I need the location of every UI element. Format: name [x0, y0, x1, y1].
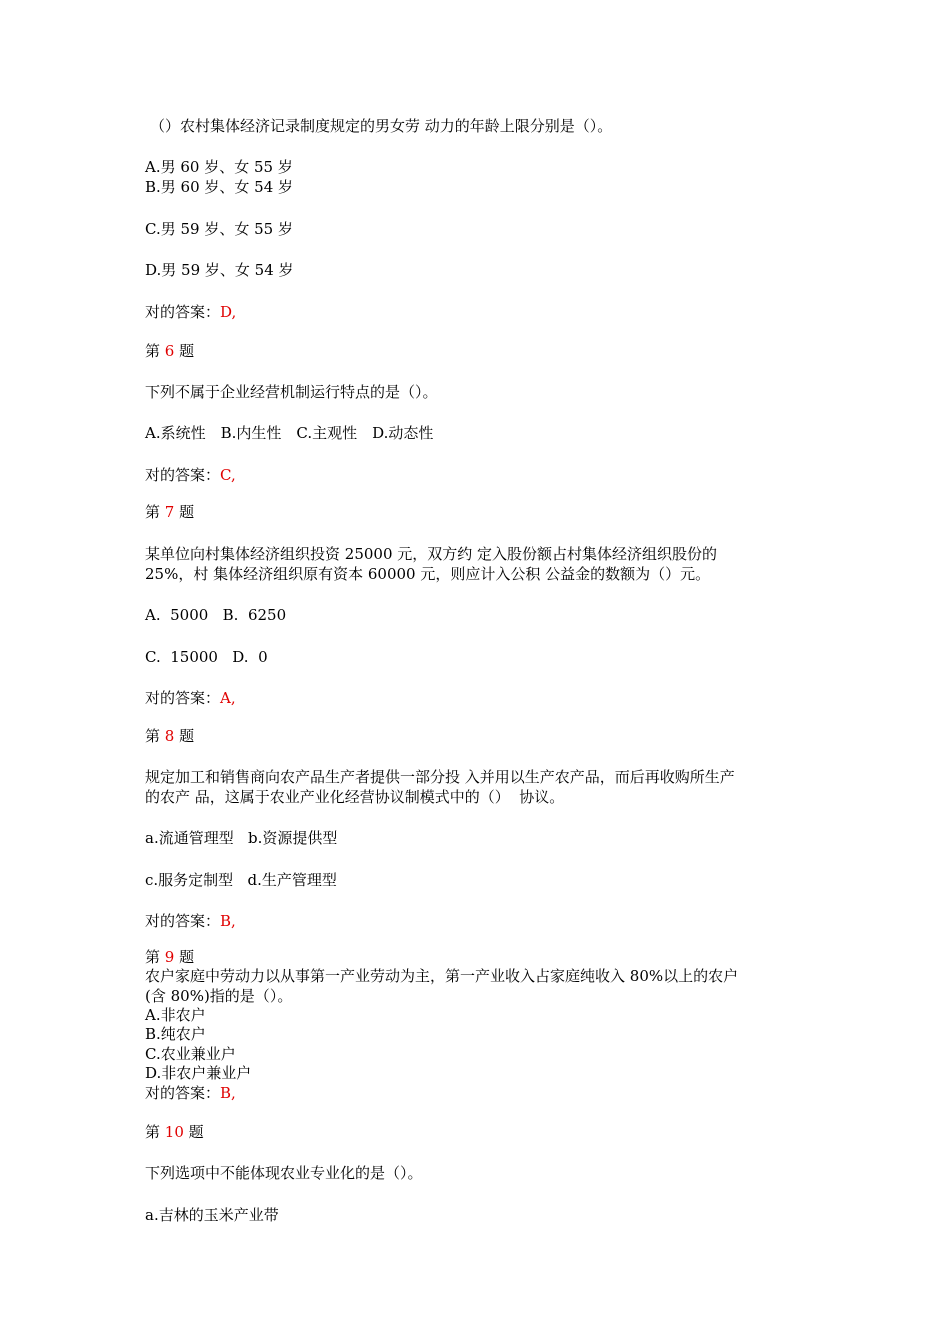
q9-option-d: D.非农户兼业户 [145, 1064, 252, 1082]
q7-options-line1: A. 5000 B. 6250 [145, 606, 287, 624]
q7-question-line2: 25%，村 集体经济组织原有资本 60000 元，则应计入公积 公益金的数额为（）元。 [145, 565, 711, 583]
q7-answer [145, 689, 236, 708]
q7-heading [145, 503, 194, 522]
answer-value: C, [220, 466, 236, 484]
heading-prefix: 第 [145, 503, 161, 521]
heading-suffix: 题 [179, 727, 195, 745]
q8-question-line2: 的农产 品，这属于农业产业化经营协议制模式中的（） 协议。 [145, 788, 565, 806]
answer-label: 对的答案： [145, 303, 221, 321]
answer-value: B, [220, 912, 236, 930]
question-number: 7 [164, 503, 175, 521]
q10-question: 下列选项中不能体现农业专业化的是（）。 [145, 1164, 423, 1182]
q6-question: 下列不属于企业经营机制运行特点的是（）。 [145, 383, 438, 401]
q9-question-line1: 农户家庭中劳动力以从事第一产业劳动为主，第一产业收入占家庭纯收入 80%以上的农户 [145, 967, 739, 985]
answer-label: 对的答案： [145, 466, 221, 484]
answer-value: B, [220, 1084, 236, 1102]
heading-suffix: 题 [188, 1123, 204, 1141]
heading-prefix: 第 [145, 1123, 161, 1141]
q8-options-line2: c.服务定制型 d.生产管理型 [145, 871, 337, 889]
question-number: 8 [164, 727, 175, 745]
heading-suffix: 题 [179, 948, 195, 966]
q5-answer [145, 303, 236, 322]
answer-label: 对的答案： [145, 1084, 221, 1102]
q5-option-c: C.男 59 岁、女 55 岁 [145, 220, 293, 238]
q10-heading [145, 1123, 204, 1142]
q8-heading [145, 727, 194, 746]
q8-options-line1: a.流通管理型 b.资源提供型 [145, 829, 338, 847]
question-number: 6 [164, 342, 175, 360]
q6-options: A.系统性 B.内生性 C.主观性 D.动态性 [145, 424, 434, 442]
heading-suffix: 题 [179, 503, 195, 521]
heading-prefix: 第 [145, 948, 161, 966]
q9-option-c: C.农业兼业户 [145, 1045, 236, 1063]
q9-option-a: A.非农户 [145, 1006, 206, 1024]
q8-question-line1: 规定加工和销售商向农产品生产者提供一部分投 入并用以生产农产品，而后再收购所生产 [145, 768, 735, 786]
heading-prefix: 第 [145, 727, 161, 745]
q6-answer [145, 466, 236, 485]
q5-option-d: D.男 59 岁、女 54 岁 [145, 261, 294, 279]
q9-question-line2: (含 80%)指的是（）。 [145, 987, 293, 1005]
q5-option-b: B.男 60 岁、女 54 岁 [145, 178, 294, 196]
q7-question-line1: 某单位向村集体经济组织投资 25000 元，双方约 定入股份额占村集体经济组织股份的 [145, 545, 718, 563]
answer-label: 对的答案： [145, 689, 221, 707]
question-number: 9 [164, 948, 175, 966]
q8-answer [145, 912, 236, 931]
heading-suffix: 题 [179, 342, 195, 360]
question-number: 10 [164, 1123, 184, 1141]
q9-answer [145, 1084, 236, 1103]
heading-prefix: 第 [145, 342, 161, 360]
q9-option-b: B.纯农户 [145, 1025, 206, 1043]
answer-value: A, [220, 689, 236, 707]
q6-heading [145, 342, 194, 361]
answer-value: D, [220, 303, 237, 321]
q7-options-line2: C. 15000 D. 0 [145, 648, 268, 666]
q5-option-a: A.男 60 岁、女 55 岁 [145, 158, 293, 176]
answer-label: 对的答案： [145, 912, 221, 930]
q5-question: （）农村集体经济记录制度规定的男女劳 动力的年龄上限分别是（）。 [150, 117, 613, 135]
q10-option-a: a.吉林的玉米产业带 [145, 1206, 279, 1224]
q9-heading [145, 948, 194, 967]
